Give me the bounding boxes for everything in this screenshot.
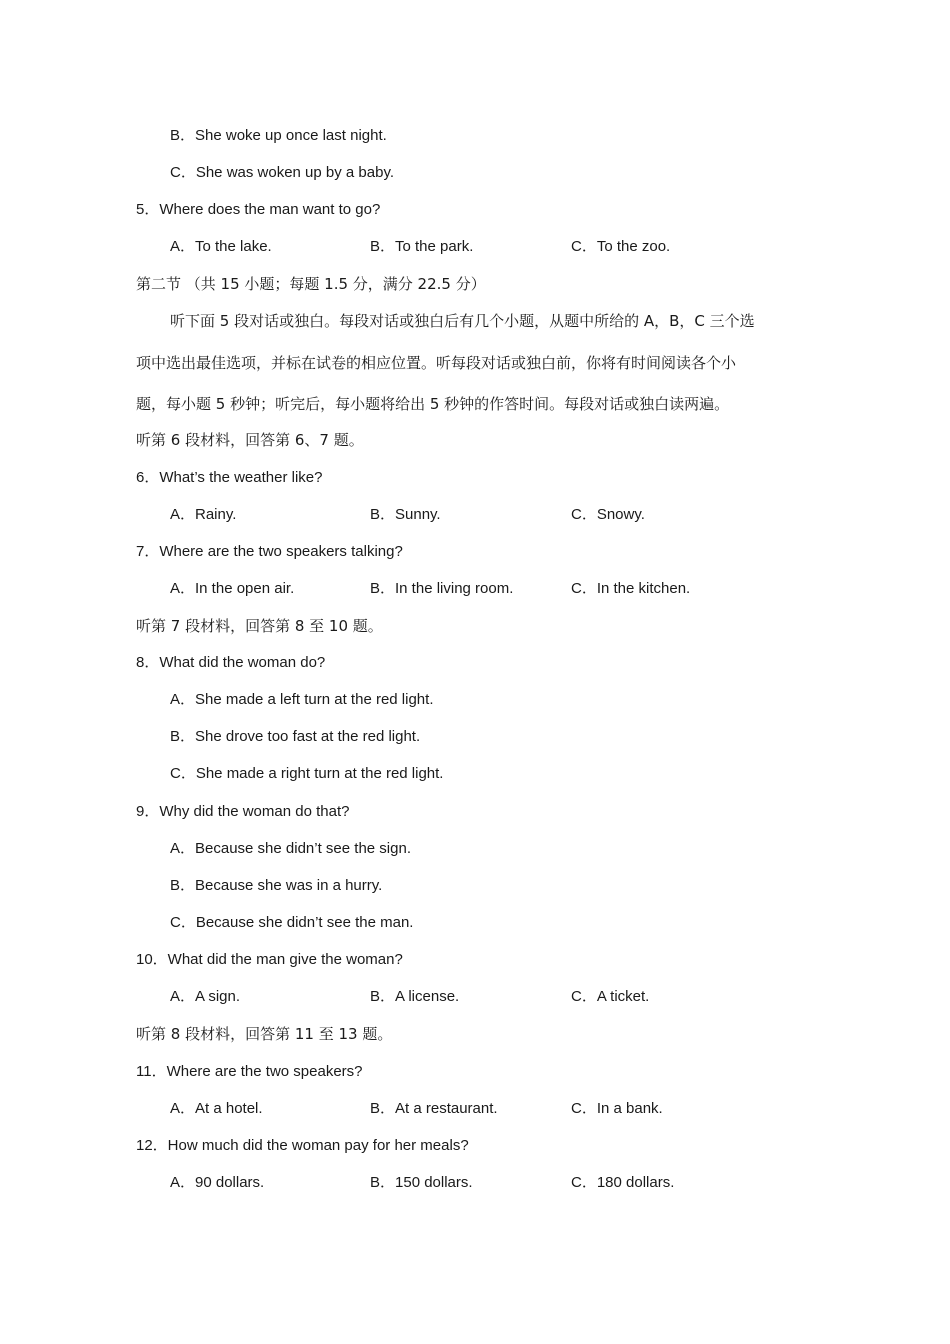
q6-option-b: B．Sunny. — [370, 506, 441, 523]
q7-option-c: C．In the kitchen. — [571, 580, 691, 597]
q6-question: 6．What’s the weather like? — [136, 469, 323, 486]
q12-question: 12．How much did the woman pay for her meals? — [136, 1137, 469, 1154]
q8-option-c: C．She made a right turn at the red light. — [170, 765, 444, 782]
q8-question: 8．What did the woman do? — [136, 654, 326, 671]
q9-option-a: A．Because she didn’t see the sign. — [170, 840, 411, 857]
section2-instruction-line3: 题，每小题 5 秒钟；听完后，每小题将给出 5 秒钟的作答时间。每段对话或独白读两遍。 — [136, 395, 730, 413]
q12-option-c: C．180 dollars. — [571, 1174, 675, 1191]
q11-option-a: A．At a hotel. — [170, 1100, 263, 1117]
q12-option-a: A．90 dollars. — [170, 1174, 265, 1191]
q9-option-c: C．Because she didn’t see the man. — [170, 914, 414, 931]
q4-option-b: B．She woke up once last night. — [170, 127, 387, 144]
q5-question: 5．Where does the man want to go? — [136, 201, 381, 218]
q4-option-c: C．She was woken up by a baby. — [170, 164, 395, 181]
q5-option-b: B．To the park. — [370, 238, 474, 255]
q10-option-c: C．A ticket. — [571, 988, 650, 1005]
q10-option-a: A．A sign. — [170, 988, 241, 1005]
q7-option-b: B．In the living room. — [370, 580, 514, 597]
q8-option-a: A．She made a left turn at the red light. — [170, 691, 434, 708]
q9-option-b: B．Because she was in a hurry. — [170, 877, 383, 894]
q9-question: 9．Why did the woman do that? — [136, 803, 350, 820]
material-7-heading: 听第 7 段材料，回答第 8 至 10 题。 — [136, 617, 383, 635]
q10-option-b: B．A license. — [370, 988, 460, 1005]
q5-option-a: A．To the lake. — [170, 238, 272, 255]
q5-option-c: C．To the zoo. — [571, 238, 671, 255]
q11-option-c: C．In a bank. — [571, 1100, 663, 1117]
section2-instruction-line1: 听下面 5 段对话或独白。每段对话或独白后有几个小题，从题中所给的 A，B，C 三个选 — [170, 312, 755, 330]
q7-option-a: A．In the open air. — [170, 580, 295, 597]
material-8-heading: 听第 8 段材料，回答第 11 至 13 题。 — [136, 1025, 393, 1043]
q11-question: 11．Where are the two speakers? — [136, 1063, 363, 1080]
q6-option-a: A．Rainy. — [170, 506, 237, 523]
q8-option-b: B．She drove too fast at the red light. — [170, 728, 421, 745]
q7-question: 7．Where are the two speakers talking? — [136, 543, 403, 560]
q10-question: 10．What did the man give the woman? — [136, 951, 403, 968]
section2-heading: 第二节 （共 15 小题；每题 1.5 分，满分 22.5 分） — [136, 275, 486, 293]
material-6-heading: 听第 6 段材料，回答第 6、7 题。 — [136, 431, 364, 449]
q12-option-b: B．150 dollars. — [370, 1174, 473, 1191]
section2-instruction-line2: 项中选出最佳选项，并标在试卷的相应位置。听每段对话或独白前，你将有时间阅读各个小 — [136, 354, 737, 372]
q11-option-b: B．At a restaurant. — [370, 1100, 498, 1117]
q6-option-c: C．Snowy. — [571, 506, 645, 523]
